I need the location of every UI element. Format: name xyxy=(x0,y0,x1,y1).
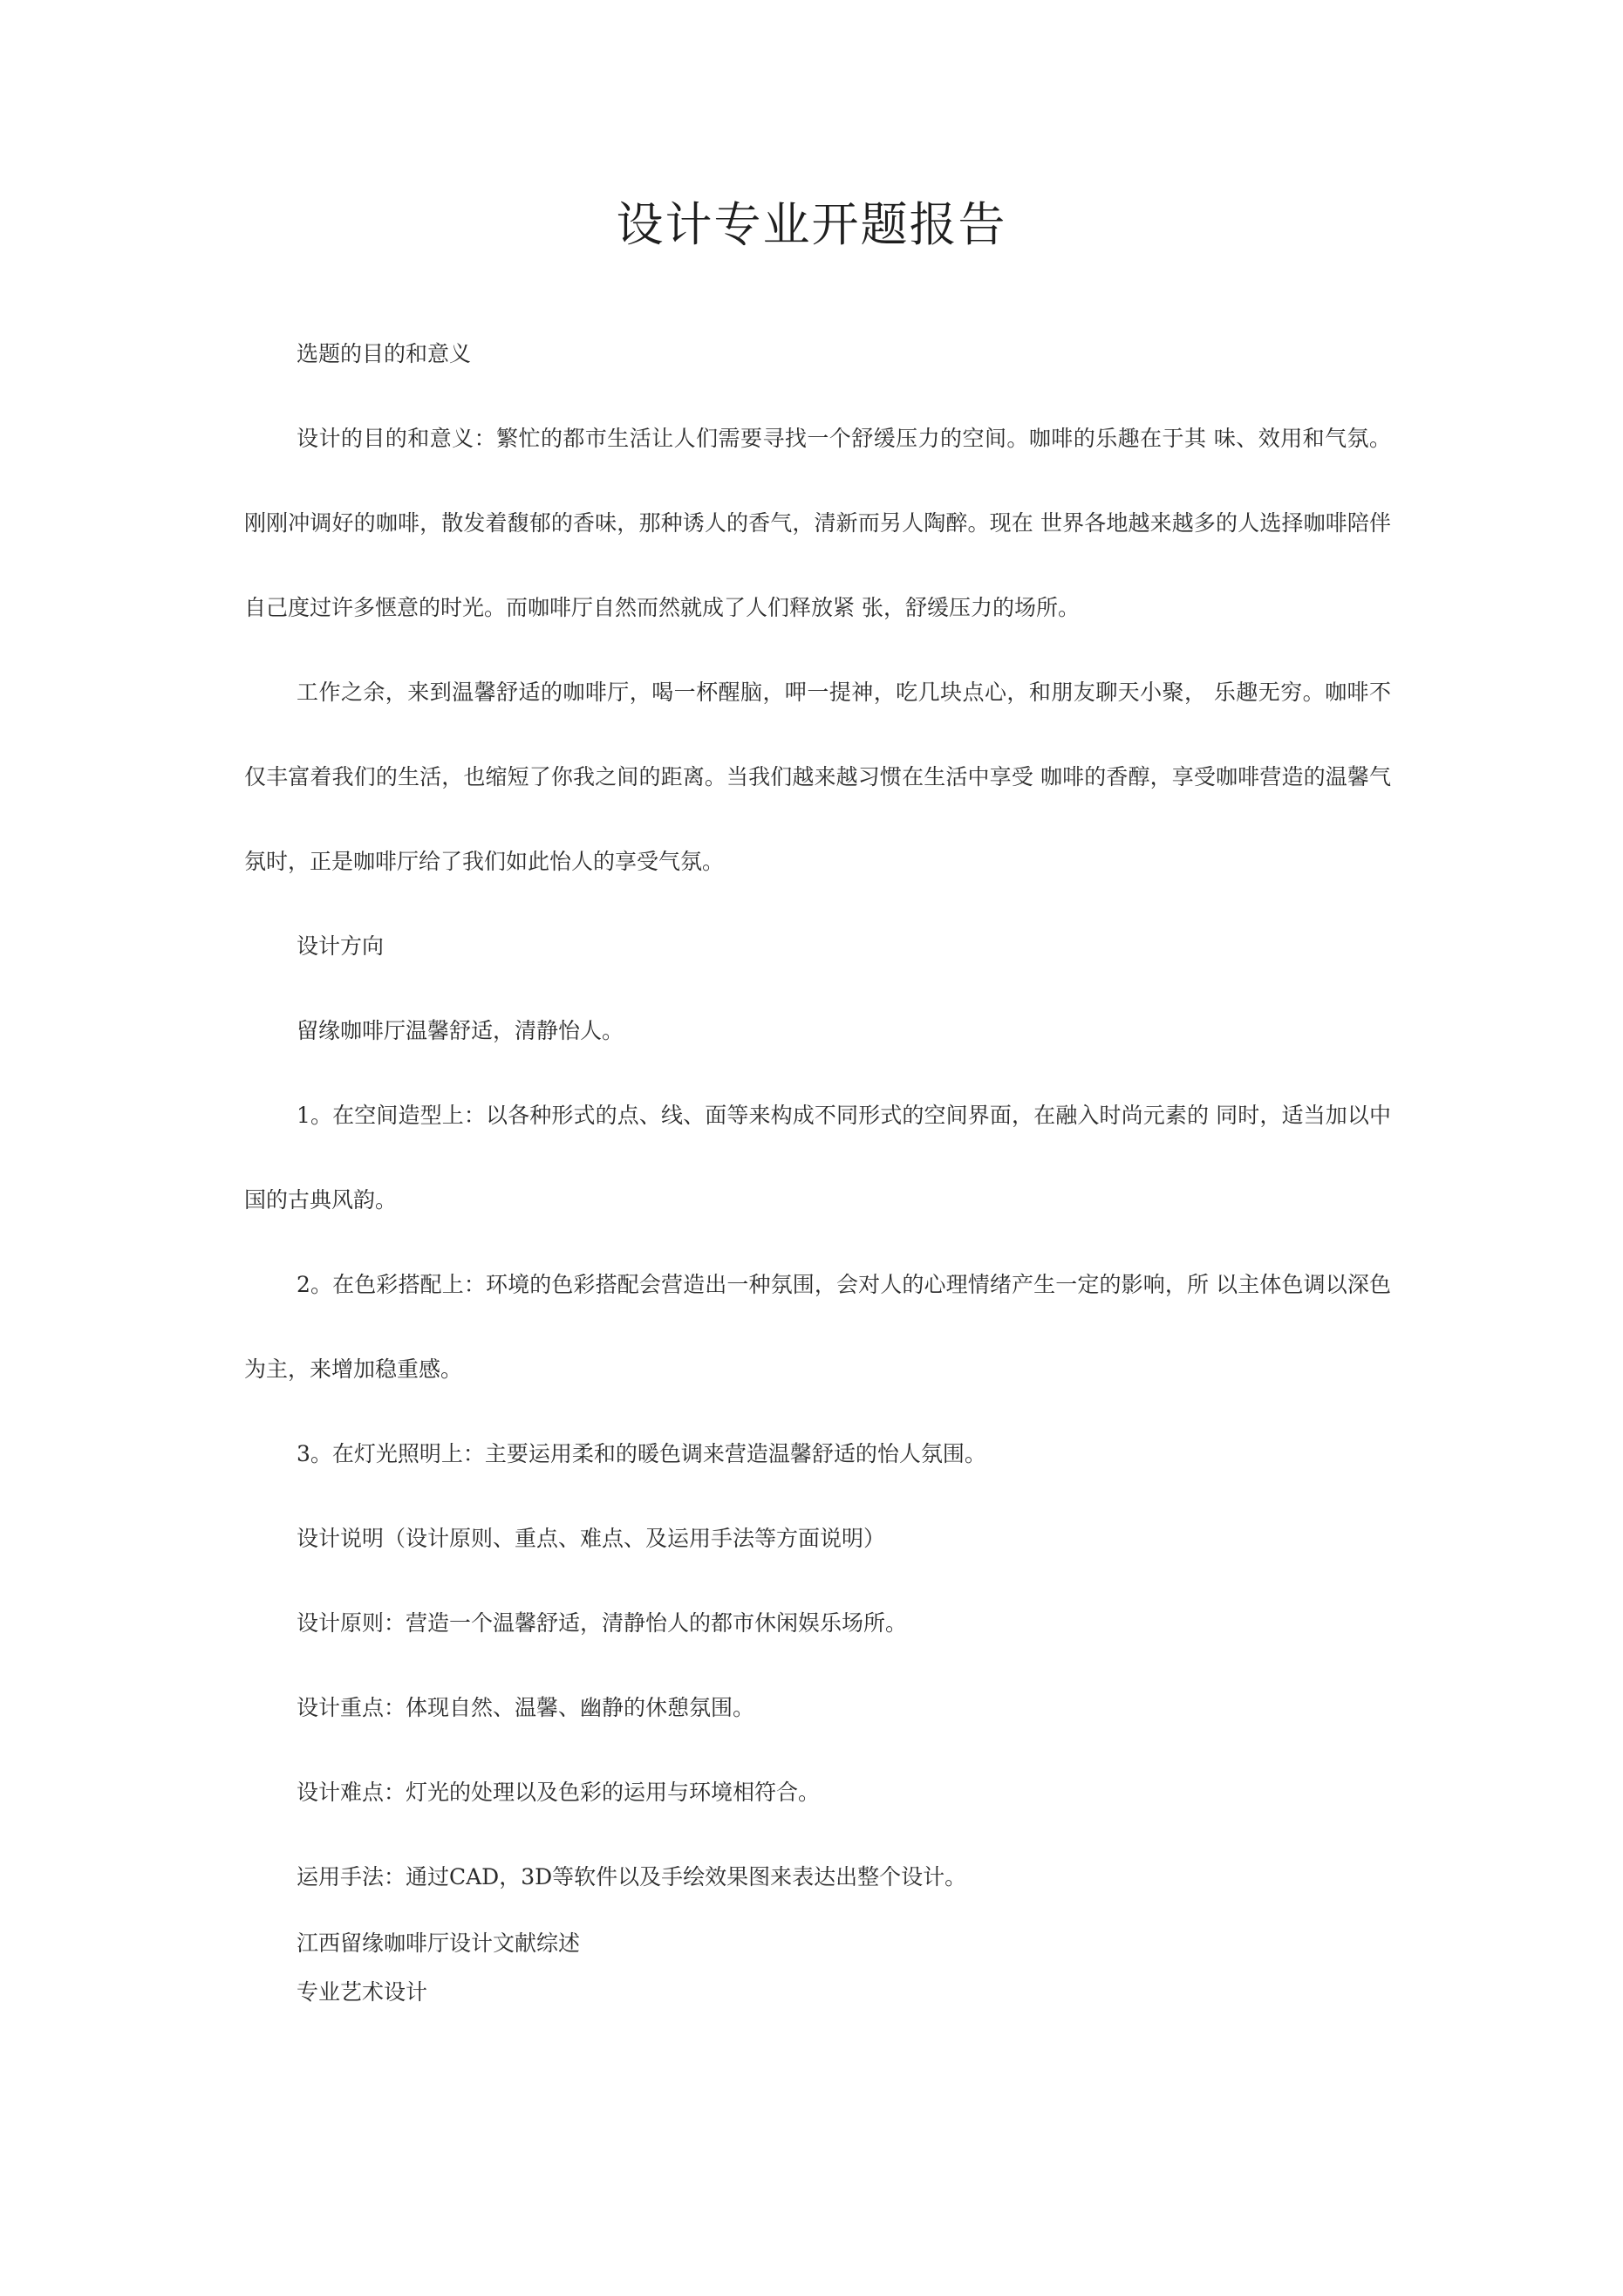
paragraph-direction-heading: 设计方向 xyxy=(297,933,385,959)
paragraph-space-shape: 1。在空间造型上：以各种形式的点、线、面等来构成不同形式的空间界面，在融入时尚元素的 同时，适当加以中国的古典风韵。 xyxy=(244,1103,1391,1213)
paragraph-design-difficulty: 设计难点：灯光的处理以及色彩的运用与环境相符合。 xyxy=(297,1780,821,1805)
paragraph-purpose-heading: 选题的目的和意义 xyxy=(297,341,472,366)
document-body xyxy=(244,311,1391,2017)
document-title: 设计专业开题报告 xyxy=(616,197,1007,252)
paragraph-design-principle: 设计原则：营造一个温馨舒适，清静怡人的都市休闲娱乐场所。 xyxy=(297,1610,908,1636)
paragraph-design-notes-heading: 设计说明（设计原则、重点、难点、及运用手法等方面说明） xyxy=(297,1526,886,1551)
paragraph-design-focus: 设计重点：体现自然、温馨、幽静的休憩氛围。 xyxy=(297,1695,755,1720)
paragraph-purpose: 设计的目的和意义：繁忙的都市生活让人们需要寻找一个舒缓压力的空间。咖啡的乐趣在于其 味、效用和气氛。刚刚冲调好的咖啡，散发着馥郁的香味，那种诱人的香气，清新而另人陶醉。现在 世界各地越来越多的人选择咖啡陪伴自己度过许多惬意的时光。而咖啡厅自然而然就成了人们释放紧 张，舒缓压力的场所。 xyxy=(244,426,1391,620)
paragraph-major: 专业艺术设计 xyxy=(297,1979,428,2005)
paragraph-lighting: 3。在灯光照明上：主要运用柔和的暖色调来营造温馨舒适的怡人氛围。 xyxy=(297,1441,986,1466)
paragraph-after-work: 工作之余，来到温馨舒适的咖啡厅，喝一杯醒脑，呷一提神，吃几块点心，和朋友聊天小聚， 乐趣无穷。咖啡不仅丰富着我们的生活，也缩短了你我之间的距离。当我们越来越习惯在生活中享受 咖啡的香醇，享受咖啡营造的温馨气氛时，正是咖啡厅给了我们如此怡人的享受气氛。 xyxy=(244,680,1391,874)
paragraph-color: 2。在色彩搭配上：环境的色彩搭配会营造出一种氛围，会对人的心理情绪产生一定的影响，所 以主体色调以深色为主，来增加稳重感。 xyxy=(244,1272,1391,1382)
paragraph-direction: 留缘咖啡厅温馨舒适，清静怡人。 xyxy=(297,1018,624,1043)
paragraph-literature-review: 江西留缘咖啡厅设计文献综述 xyxy=(297,1930,581,1956)
paragraph-methods: 运用手法：通过CAD，3D等软件以及手绘效果图来表达出整个设计。 xyxy=(297,1864,967,1889)
